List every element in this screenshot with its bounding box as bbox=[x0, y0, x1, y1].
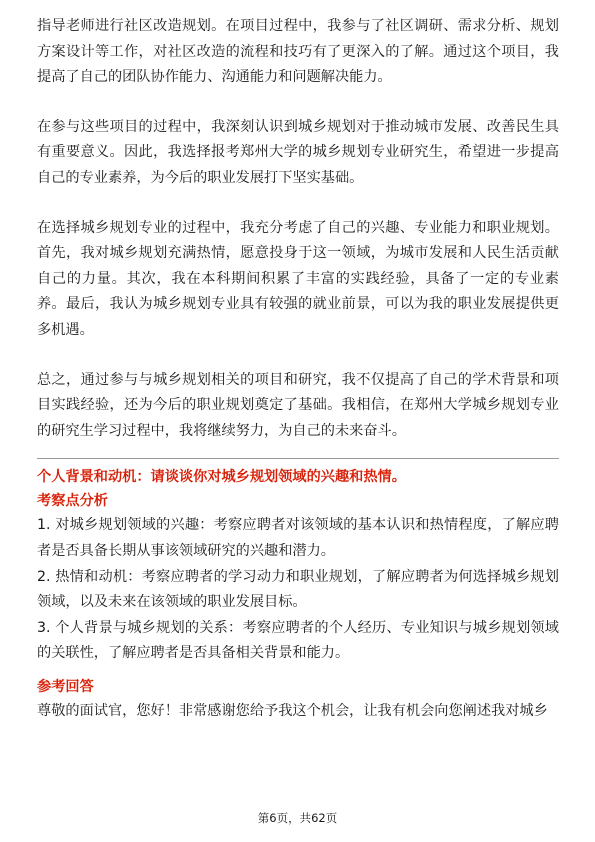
paragraph-gap bbox=[37, 344, 559, 368]
interview-question: 个人背景和动机：请谈谈你对城乡规划领域的兴趣和热情。 bbox=[37, 469, 406, 486]
body-paragraph-3: 在选择城乡规划专业的过程中，我充分考虑了自己的兴趣、专业能力和职业规划。首先，我对城乡规划充满热情，愿意投身于这一领域，为城市发展和人民生活贡献自己的力量。其次，我在本科期间积累了丰富的实践经验，具备了一定的专业素养。最后，我认为城乡规划专业具有较强的就业前景，可以为我的职业发展提供更多机遇。 bbox=[37, 219, 559, 338]
analysis-item-1: 1. 对城乡规划领域的兴趣：考察应聘者对该领域的基本认识和热情程度，了解应聘者是否具备长期从事该领域研究的兴趣和潜力。 bbox=[37, 517, 559, 559]
section-divider bbox=[37, 458, 559, 459]
document-page bbox=[37, 14, 559, 724]
body-paragraph-1: 指导老师进行社区改造规划。在项目过程中，我参与了社区调研、需求分析、规划方案设计等工作，对社区改造的流程和技巧有了更深入的了解。通过这个项目，我提高了自己的团队协作能力、沟通能力和问题解决能力。 bbox=[37, 18, 559, 86]
paragraph-gap bbox=[37, 192, 559, 216]
reference-answer-heading: 参考回答 bbox=[37, 678, 94, 695]
analysis-list bbox=[37, 513, 559, 667]
analysis-item-3: 3. 个人背景与城乡规划的关系：考察应聘者的个人经历、专业知识与城乡规划领域的关联性，了解应聘者是否具备相关背景和能力。 bbox=[37, 619, 559, 662]
body-paragraph-2: 在参与这些项目的过程中，我深刻认识到城乡规划对于推动城市发展、改善民生具有重要意义。因此，我选择报考郑州大学的城乡规划专业研究生，希望进一步提高自己的专业素养，为今后的职业发展打下坚实基础。 bbox=[37, 118, 559, 186]
analysis-item-2: 2. 热情和动机：考察应聘者的学习动力和职业规划，了解应聘者为何选择城乡规划领域，以及未来在该领域的职业发展目标。 bbox=[37, 568, 559, 611]
body-paragraph-4: 总之，通过参与与城乡规划相关的项目和研究，我不仅提高了自己的学术背景和项目实践经验，还为今后的职业规划奠定了基础。我相信，在郑州大学城乡规划专业的研究生学习过程中，我将继续努力，为自己的未来奋斗。 bbox=[37, 371, 559, 439]
reference-answer-text: 尊敬的面试官，您好！非常感谢您给予我这个机会，让我有机会向您阐述我对城乡 bbox=[37, 702, 548, 719]
paragraph-gap bbox=[37, 91, 559, 115]
page-footer: 第6页，共62页 bbox=[257, 811, 338, 825]
analysis-heading: 考察点分析 bbox=[37, 493, 108, 510]
